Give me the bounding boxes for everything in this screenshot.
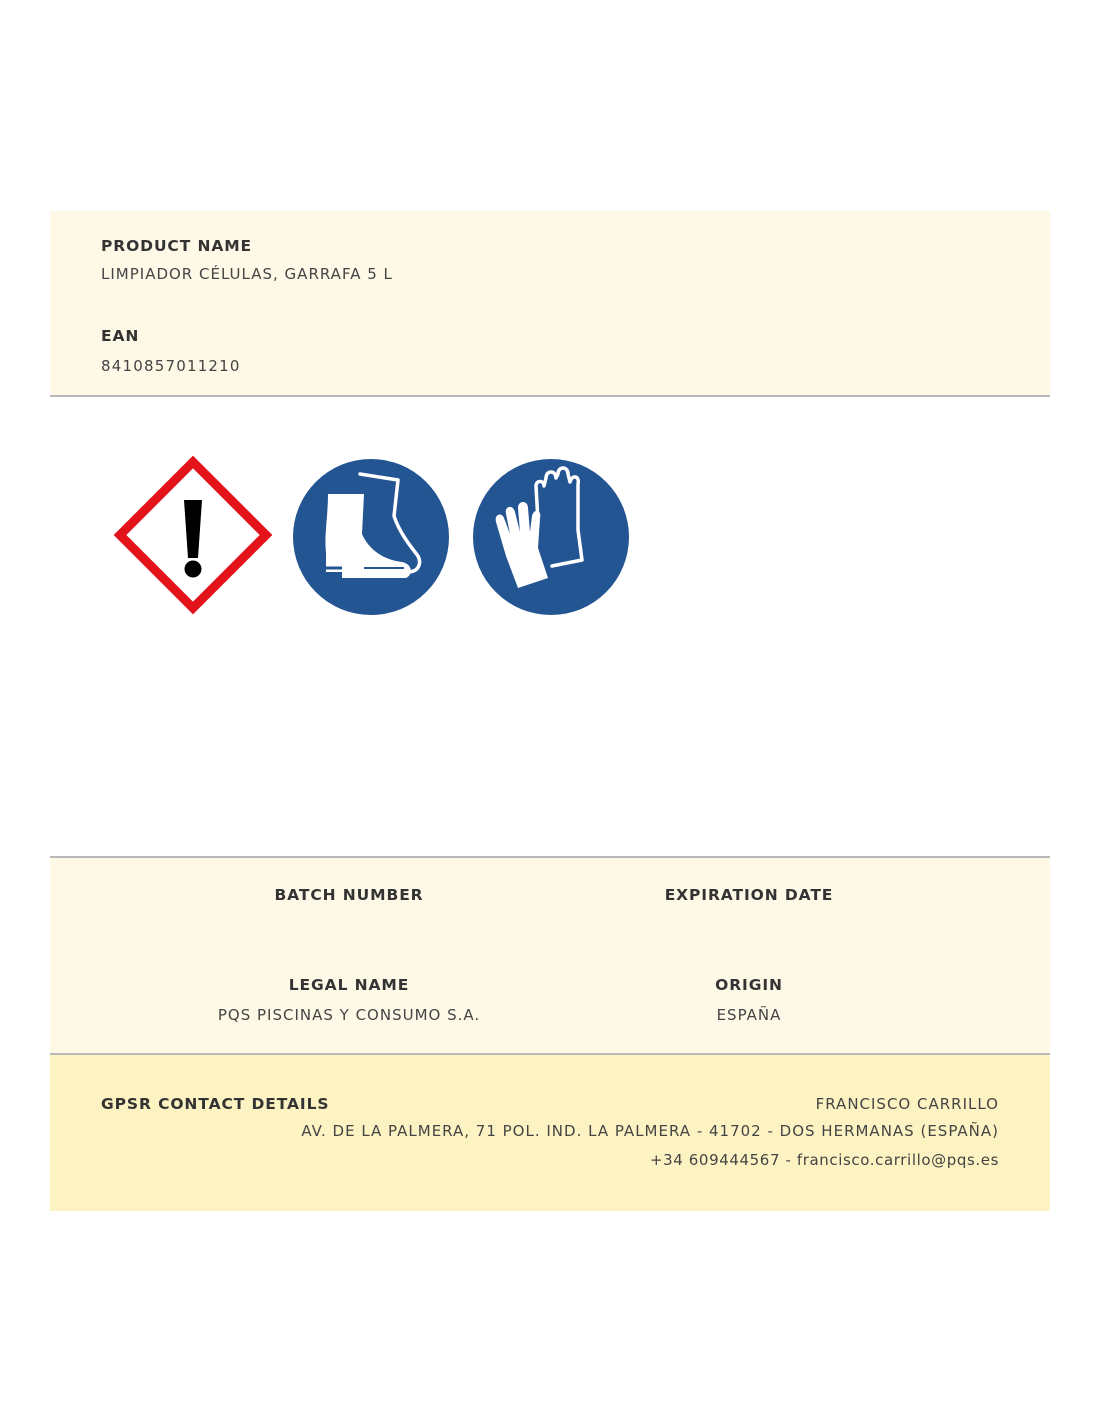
gpsr-contact-label: GPSR CONTACT DETAILS [101, 1095, 330, 1113]
batch-number-cell [159, 886, 539, 916]
safety-pictograms [112, 456, 632, 618]
gpsr-contact-address: AV. DE LA PALMERA, 71 POL. IND. LA PALMERA - 41702 - DOS HERMANAS (ESPAÑA) [301, 1122, 999, 1140]
origin-label: ORIGIN [715, 976, 783, 994]
batch-details-panel [50, 856, 1050, 1055]
gpsr-contact-panel [50, 1055, 1050, 1211]
product-name-label: PRODUCT NAME [101, 237, 253, 255]
expiration-date-label: EXPIRATION DATE [664, 886, 834, 904]
safety-boots-icon [290, 456, 452, 618]
origin-value: ESPAÑA [716, 1006, 782, 1024]
legal-name-value: PQS PISCINAS Y CONSUMO S.A. [217, 1006, 481, 1024]
expiration-date-cell [559, 886, 939, 916]
gpsr-contact-phone-email: +34 609444567 - francisco.carrillo@pqs.es [649, 1151, 999, 1169]
legal-name-cell [159, 976, 539, 1024]
ean-value: 8410857011210 [101, 357, 241, 375]
legal-name-label: LEGAL NAME [288, 976, 410, 994]
batch-number-label: BATCH NUMBER [274, 886, 424, 904]
ean-label: EAN [101, 327, 140, 345]
origin-cell [559, 976, 939, 1024]
gpsr-contact-name: FRANCISCO CARRILLO [815, 1095, 999, 1113]
safety-gloves-icon [470, 456, 632, 618]
product-info-panel [50, 211, 1050, 397]
ghs-exclamation-mark-icon [112, 456, 274, 618]
product-name-value: LIMPIADOR CÉLULAS, GARRAFA 5 L [101, 265, 393, 283]
